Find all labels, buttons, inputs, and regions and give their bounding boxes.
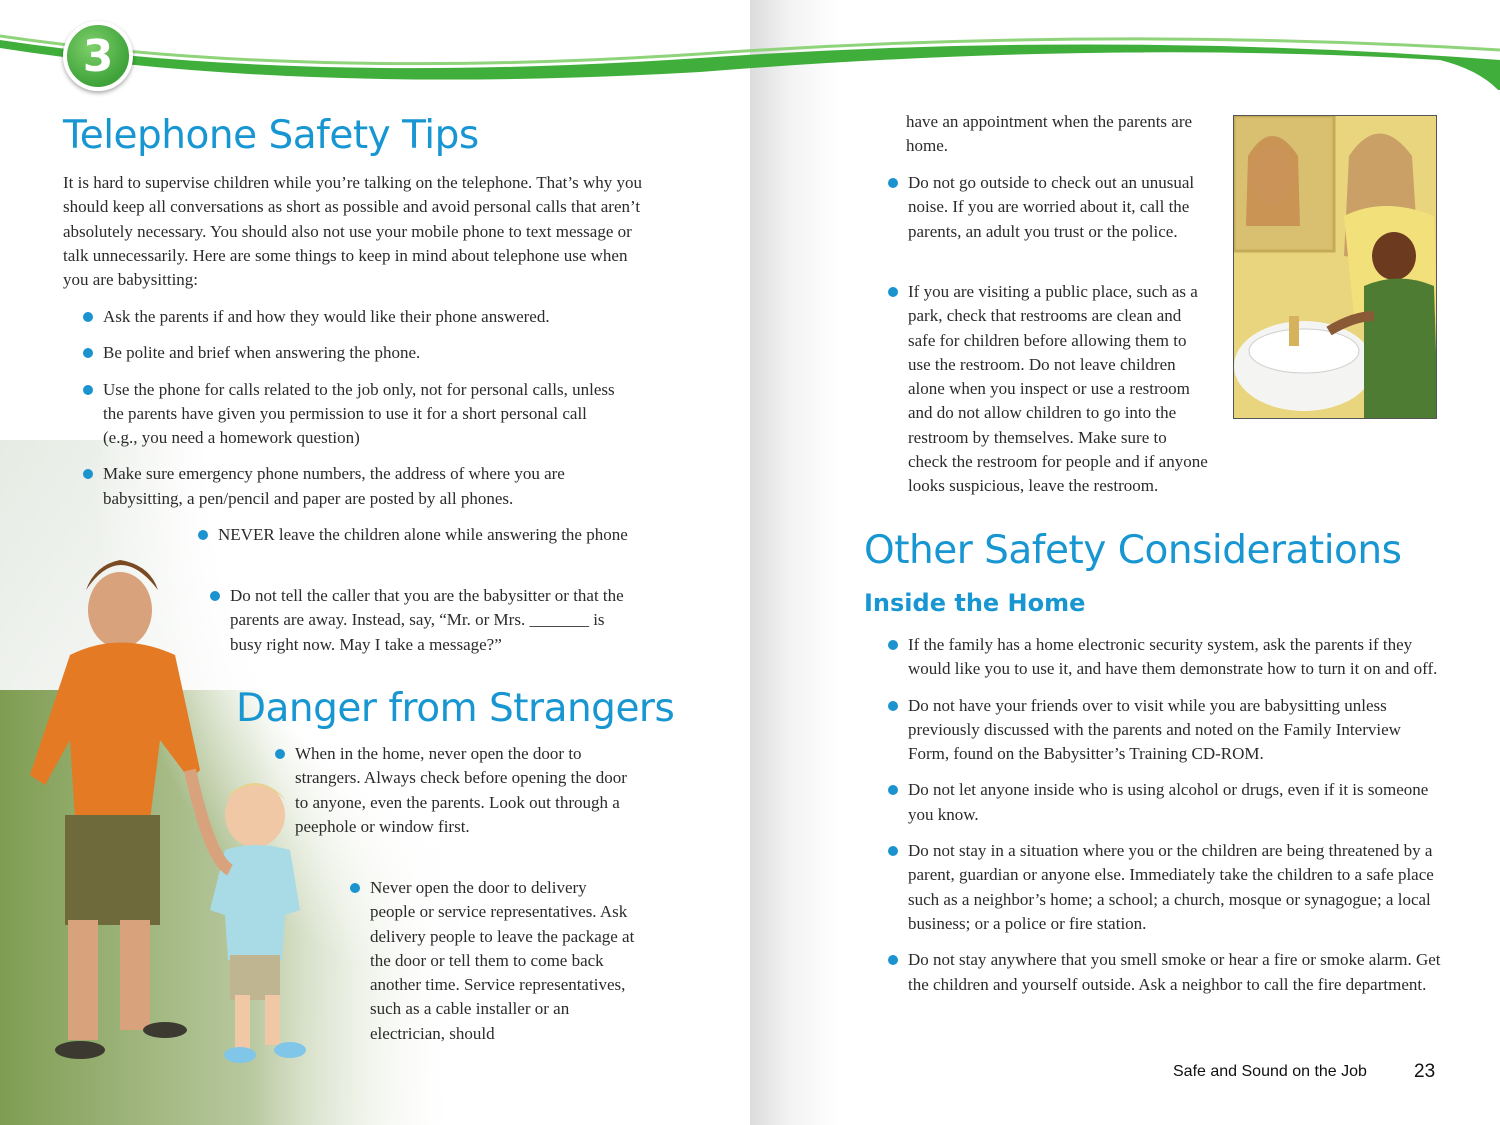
list-item: [275, 742, 635, 839]
list-item: Do not stay in a situation where you or the children are being threatened by a parent, guardian or anyone else. Immediately take the children to a safe place such as a neighbor’s home; a school; a church, mosque or synagogue; a local business; or a police or fire station.: [888, 839, 1443, 936]
telephone-safety-title: Telephone Safety Tips: [63, 113, 479, 158]
list-item-text: Never open the door to delivery people or service representatives. Ask delivery people to leave the package at the door or tell them to come back another time. Service representatives, such as a cable installer or an electrician, should: [350, 876, 635, 1046]
list-item: Do not let anyone inside who is using alcohol or drugs, even if it is someone you know.: [888, 778, 1443, 827]
list-item: Make sure emergency phone numbers, the address of where you are babysitting, a pen/pencil and paper are posted by all phones.: [83, 462, 623, 511]
list-item: [350, 876, 635, 1046]
list-item: Do not stay anywhere that you smell smoke or hear a fire or smoke alarm. Get the children and yourself outside. Ask a neighbor to call the fire department.: [888, 948, 1443, 997]
danger-strangers-title: Danger from Strangers: [236, 686, 675, 731]
list-item: Use the phone for calls related to the job only, not for personal calls, unless the parents have given you permission to use it for a short personal call (e.g., you need a homework question): [83, 378, 623, 451]
restroom-bullets: [888, 171, 1208, 256]
list-item-text: [888, 280, 1428, 499]
list-item: [888, 280, 1428, 499]
green-header-wave: [0, 0, 1500, 90]
other-safety-title: Other Safety Considerations: [864, 528, 1402, 573]
list-item-text: When in the home, never open the door to strangers. Always check before opening the door to anyone, even the parents. Look out through a peephole or window first.: [275, 742, 635, 839]
list-item: Do not have your friends over to visit while you are babysitting unless previously discussed with the parents and noted on the Family Interview Form, found on the Babysitter’s Training CD-ROM.: [888, 694, 1443, 767]
list-item: Ask the parents if and how they would like their phone answered.: [83, 305, 643, 329]
list-item-text: Do not tell the caller that you are the babysitter or that the parents are away. Instead, say, “Mr. or Mrs. _______ is busy right now. May I take a message?”: [210, 584, 635, 657]
list-item: Do not go outside to check out an unusual noise. If you are worried about it, call the parents, an adult you trust or the police.: [888, 171, 1208, 244]
page-number: 23: [1414, 1061, 1436, 1082]
chapter-number-badge: 3: [63, 21, 133, 91]
list-item: [198, 523, 638, 547]
list-item: If the family has a home electronic security system, ask the parents if they would like you to use it, and have them demonstrate how to turn it on and off.: [888, 633, 1443, 682]
footer-book-title: Safe and Sound on the Job: [1173, 1063, 1367, 1080]
list-item-text: NEVER leave the children alone while answering the phone: [198, 523, 638, 547]
telephone-intro: It is hard to supervise children while you’re talking on the telephone. That’s why you should keep all conversations as short as possible and avoid personal calls that aren’t absolutely necessary. You should also not use your mobile phone to text message or talk unnecessarily. Here are some things to keep in mind about telephone use when you are babysitting:: [63, 173, 642, 290]
public-place-bullet-text: If you are visiting a public place, such as a park, check that restrooms are clean and safe for children before allowing them to use the restroom. Do not leave children alone when you inspect or use a restroom and do not allow children to go into the restroom by themselves. Make sure to check the restroom for people and if anyone looks suspicious, leave the restroom.: [908, 282, 1208, 496]
inside-home-bullet-list: [888, 633, 1443, 997]
inside-home-subtitle: Inside the Home: [864, 589, 1086, 617]
telephone-bullet-list: [83, 305, 643, 511]
continued-text: have an appointment when the parents are home.: [906, 112, 1193, 156]
list-item: [210, 584, 635, 657]
list-item: Be polite and brief when answering the phone.: [83, 341, 643, 365]
